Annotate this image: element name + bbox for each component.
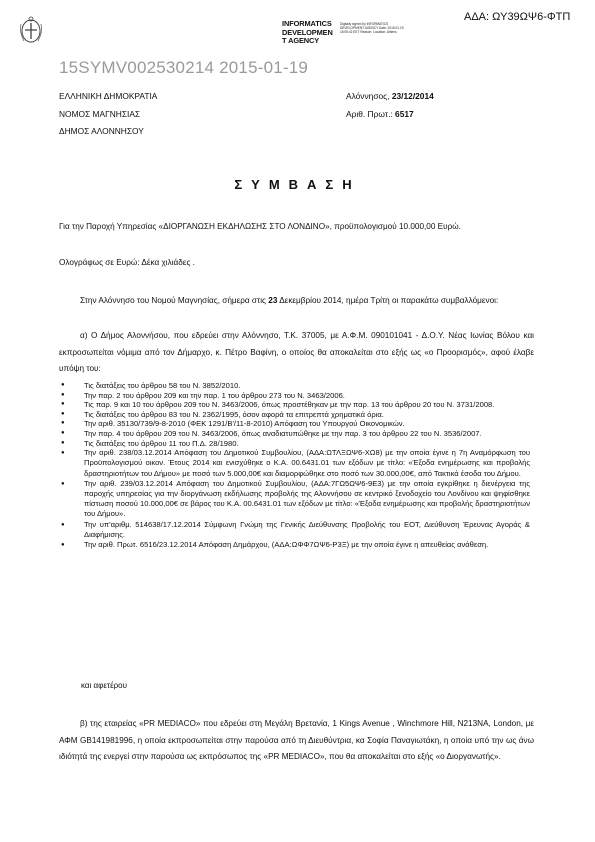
party-b-paragraph: β) της εταιρείας «PR MEDIACO» που εδρεύει στη Μεγάλη Βρετανία, 1 Kings Avenue , Winchmore Hill, N213NA, London, με ΑΦΜ GB141981996, η οποία εκπροσωπείται στην παρούσα από τη Διευθύντρια, κα Σοφία Παναγιωτάκη, η οποία υπό την ως άνω ιδιότητά της ενεργεί στην παρούσα ως εκπρόσωπος της «PR MEDIACO», που θα αποκαλείται στο εξής «ο Διοργανωτής».: [59, 719, 534, 761]
ada-code: ΑΔΑ: ΩΥ39ΩΨ6-ΦΤΠ: [464, 11, 571, 23]
issuer-country: ΕΛΛΗΝΙΚΗ ΔΗΜΟΚΡΑΤΙΑ: [59, 91, 158, 101]
digital-signature-details: Digitally signed by INFORMATICS DEVELOPMENT AGENCY Date: 2015.01.19 16:05:42 EET Reason: Location: Athens: [340, 22, 404, 35]
signing-agency: [282, 20, 333, 46]
agency-line-3: T AGENCY: [282, 36, 320, 46]
conjunction-text: και αφετέρου: [81, 681, 128, 690]
list-item: ● Την υπ'αριθμ. 514638/17.12.2014 Σύμφωνη Γνώμη της Γενικής Διεύθυνσης Προβολής του ΕΟΤ, Διεύθυνση Έρευνας Αγοράς & Διαφήμισης.: [60, 520, 530, 540]
contract-purpose: Για την Παροχή Υπηρεσίας «ΔΙΟΡΓΑΝΩΣΗ ΕΚΔΗΛΩΣΗΣ ΣΤΟ ΛΟΝΔΙΝΟ», προϋπολογισμού 10.000,00 Ευρώ.: [59, 222, 461, 231]
list-item: ● Τις παρ. 9 και 10 του άρθρου 209 του Ν. 3463/2006, όπως προστέθηκαν με την παρ. 13 του άρθρου 20 του Ν. 3731/2008.: [60, 400, 530, 410]
amount-in-words: Ολογράφως σε Ευρώ: Δέκα χιλιάδες .: [59, 258, 195, 267]
document-date: 23/12/2014: [391, 91, 434, 101]
list-item: ● Την παρ. 4 του άρθρου 209 του Ν. 3463/2006, όπως αναδιατυπώθηκε με την παρ. 3 του άρθρου 22 του Ν. 3536/2007.: [60, 429, 530, 439]
protocol-number: [346, 106, 434, 124]
party-a-paragraph: α) Ο Δήμος Αλοννήσου, που εδρεύει στην Αλόννησο, Τ.Κ. 37005, με Α.Φ.Μ. 090101041 - Δ.Ο.Υ. Νέας Ιωνίας Βόλου και εκπροσωπείται νόμιμα από τον Δήμαρχο, κ. Πέτρο Βαφίνη, ο οποίος θα αποκαλείται στο εξής ως «ο Προορισμός», αφού έλαβε υπόψη του:: [59, 331, 534, 373]
contract-intro: [59, 293, 534, 310]
issuer-municipality: ΔΗΜΟΣ ΑΛΟΝΝΗΣΟΥ: [59, 126, 144, 136]
legal-basis-list: [60, 381, 530, 550]
protocol-value: 6517: [395, 108, 414, 119]
issuer-prefecture: ΝΟΜΟΣ ΜΑΓΝΗΣΙΑΣ: [59, 108, 141, 119]
intro-text-after: Δεκεμβρίου 2014, ημέρα Τρίτη οι παρακάτω συμβαλλόμενοι:: [277, 296, 499, 305]
date-protocol-header: [346, 88, 434, 123]
document-title: ΣΥΜΒΑΣΗ: [234, 177, 361, 192]
list-item: ● Την αριθ. 239/03.12.2014 Απόφαση του Δημοτικού Συμβουλίου, (ΑΔΑ:7ΓΩ5ΩΨ6-9Ε3) με την οποία εγκρίθηκε η διενέργεια της παροχής υπηρεσίας για την διοργάνωση εκδήλωσης προβολής της Αλοννήσου σε κεντρικό ξενοδοχείο του Λονδίνου και ψηφίσθηκε πίστωση ποσού 10.000,00€ σε βάρος του Κ.Α. 00.6431.01 των εξόδων με τίτλο: «Έξοδα ενημέρωσης και προβολής δραστηριοτήτων του Δήμου».: [60, 479, 530, 520]
place-date: [346, 88, 434, 106]
intro-day: 23: [268, 296, 278, 305]
list-item: ● Τις διατάξεις του άρθρου 58 του Ν. 3852/2010.: [60, 381, 530, 391]
agency-line-2: DEVELOPMEN: [282, 27, 333, 37]
list-item: ● Την αριθ. Πρωτ. 6516/23.12.2014 Απόφαση Δημάρχου, (ΑΔΑ:ΩΦΦ7ΩΨ6-Ρ3Ξ) με την οποία έγινε η απευθείας ανάθεση.: [60, 540, 530, 550]
greek-emblem-icon: [16, 14, 46, 46]
issuer-header: [59, 88, 157, 141]
list-item: ● Την αριθ. 35130/739/9-8-2010 (ΦΕΚ 1291/Β'/11-8-2010) Απόφαση του Υπουργού Οικονομικών.: [60, 419, 530, 429]
agency-line-1: INFORMATICS: [282, 19, 332, 28]
intro-text-before: Στην Αλόννησο του Νομού Μαγνησίας, σήμερα στις: [80, 296, 269, 305]
protocol-label: Αριθ. Πρωτ.:: [346, 108, 396, 119]
place-label: Αλόννησος,: [346, 91, 392, 101]
list-item: ● Τις διατάξεις του άρθρου 11 του Π.Δ. 28/1980.: [60, 439, 530, 449]
list-item: ● Τις διατάξεις του άρθρου 83 του Ν. 2362/1995, όσον αφορά τα επιτρεπτά χρηματικά όρια.: [60, 410, 530, 420]
list-item: ● Την αριθ. 238/03.12.2014 Απόφαση του Δημοτικού Συμβουλίου, (ΑΔΑ:ΩΤΛΞΩΨ6-ΧΩ8) με την οποία έγινε η 7η Αναμόρφωση του Προϋπολογισμού οικον. Έτους 2014 και ενισχύθηκε ο Κ.Α. 00.6431.01 των εξόδων με τίτλο: «Έξοδα ενημέρωσης και προβολής δραστηριοτήτων του Δήμου» με ποσό των 5.000,00€ και διαμορφώθηκε στο ποσό των 30.000,00€, από Τακτικά έσοδα του Δήμου.: [60, 448, 530, 479]
registry-stamp: 15SYMV002530214 2015-01-19: [59, 58, 309, 77]
list-item: ● Την παρ. 2 του άρθρου 209 και την παρ. 1 του άρθρου 273 του Ν. 3463/2006.: [60, 391, 530, 401]
